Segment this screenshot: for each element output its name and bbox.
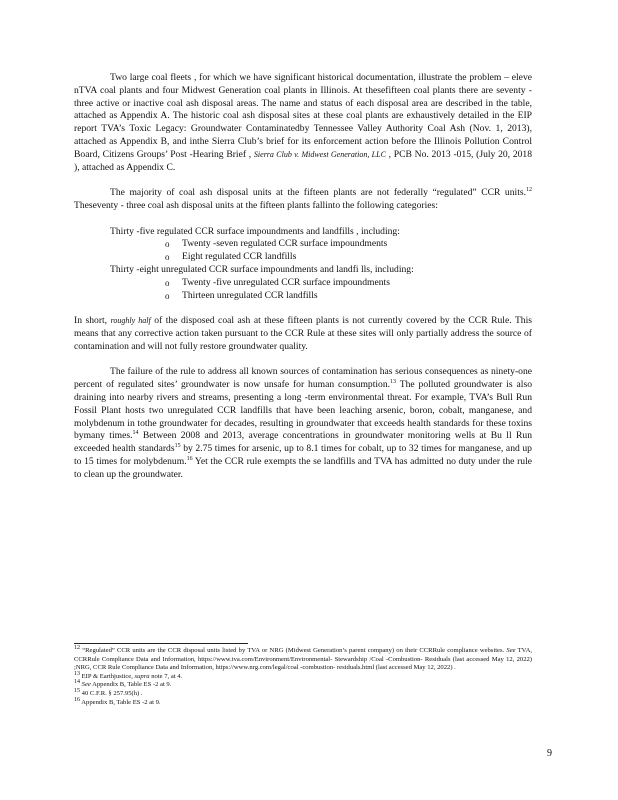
list-item: Thirty -eight unregulated CCR surface impoundments and landfi lls, including: o Twenty -five unregulated CCR surface impoundments o Thirteen unregulated CCR landfills — [74, 264, 532, 302]
paragraph-coal-fleets: Two large coal fleets , for which we have significant historical documentation, illustrate the problem – eleve nTVA coal plants and four Midwest Generation coal plants in Illinois. At thesefifteen coal plants there are seventy - three active or inactive coal ash disposal areas. The name and status of each disposal area are described in the table, attached as Appendix A. The historic coal ash disposal sites at these coal plants are exhaustively detailed in the EIP report TVA’s Toxic Legacy: Groundwater Contaminatedby Tennessee Valley Authority Coal Ash (Nov. 1, 2013), attached as Appendix B, and inthe Sierra Club’s brief for its enforcement action before the Illinois Pollution Control Board, Citizens Groups’ Post -Hearing Brief , Sierra Club v. Midwest Generation, LLC , PCB No. 2013 -015, (July 20, 2018 ), attached as Appendix C. — [74, 72, 533, 173]
body-text — [74, 72, 532, 494]
circle-bullet-icon: o — [165, 239, 170, 250]
paragraph-failure: The failure of the rule to address all known sources of contamination has serious consequences as ninety-one percent of regulated sites’ groundwater is now unsafe for human consumption.$^{13}$ The polluted groundwater is also draining into nearby rivers and streams, presenting a long -term environmental threat. For example, TVA’s Bull Run Fossil Plant hosts two unregulated CCR landfills that have been leaching arsenic, boron, cobalt, manganese, and molybdenum in tothe groundwater for decades, resulting in groundwater that exceeds health standards for these toxins bymany times.$^{14}$ Between 2008 and 2013, average concentrations in groundwater monitoring wells at Bu ll Run exceeded health standards$^{15}$ by 2.75 times for arsenic, up to 8.1 times for cobalt, up to 32 times for manganese, and up to 15 times for molybdenum.$^{16}$ Yet the CCR rule exempts the se landfills and TVA has admitted no duty under the rule to clean up the groundwater. — [74, 366, 532, 480]
circle-bullet-icon: o — [165, 290, 170, 301]
sub-list — [110, 277, 532, 303]
case-name: Sierra Club v. Midwest Generation, LLC — [253, 149, 386, 159]
footnotes — [74, 644, 532, 707]
footnote-12: 12 “Regulated” CCR units are the CCR disposal units listed by TVA or NRG (Midwest Generation’s parent company) on their CCRRule compliance websites. See TVA, CCRRule Compliance Data and Information, https://www.tva.com/Environment/Environmental- Stewardship /Coal -Combustion- Residuals (last accessed May 12, 2022) ;NRG, CCR Rule Compliance Data and Information, https://www.nrg.com/legal/coal -combustion- residuals.html (last accessed May 12, 2022) . — [74, 644, 532, 672]
footnote-14: 14 See Appendix B, Table ES -2 at 9. — [74, 679, 172, 689]
footnote-ref-14[interactable]: 14 — [132, 430, 139, 437]
sub-list-item: o Eight regulated CCR landfills — [165, 251, 297, 263]
circle-bullet-icon: o — [165, 252, 170, 263]
footnote-ref-13[interactable]: 13 — [390, 378, 397, 385]
list-item: Thirty -five regulated CCR surface impoundments and landfills , including: o Twenty -seven regulated CCR surface impoundments o Eight regulated CCR landfills — [74, 226, 532, 264]
sub-list — [110, 238, 532, 264]
category-list — [74, 226, 532, 303]
circle-bullet-icon: o — [165, 277, 170, 288]
footnote-ref-12[interactable]: 12 — [526, 186, 532, 193]
footnote-ref-15[interactable]: 15 — [174, 442, 181, 449]
sub-list-item: o Twenty -seven regulated CCR surface impoundments — [165, 238, 388, 250]
page-number: 9 — [547, 748, 552, 759]
paragraph-in-short: In short, roughly half of the disposed coal ash at these fifteen plants is not currently covered by the CCR Rule. This means that any corrective action taken pursuant to the CCR Rule at these sites will only partially address the source of contamination and will not fully restore groundwater quality. — [74, 315, 532, 352]
footnote-ref-16[interactable]: 16 — [186, 455, 193, 462]
emphasis-text: roughly half — [110, 316, 151, 326]
footnote-13: 13 EIP & Earthjustice, supra note 7, at 4. — [74, 670, 183, 680]
footnote-15: 15 40 C.F.R. § 257.95(h) . — [74, 687, 143, 697]
footnote-divider — [74, 643, 248, 644]
footnote-16: 16 Appendix B, Table ES -2 at 9. — [74, 696, 161, 706]
paragraph-majority: The majority of coal ash disposal units at the fifteen plants are not federally “regulated” CCR units.$^{12}$ Theseventy - three coal ash disposal units at the fifteen plants fallinto the following categories: — [74, 186, 532, 211]
sub-list-item: o Thirteen unregulated CCR landfills — [165, 289, 318, 301]
sub-list-item: o Twenty -five unregulated CCR surface impoundments — [165, 276, 390, 288]
